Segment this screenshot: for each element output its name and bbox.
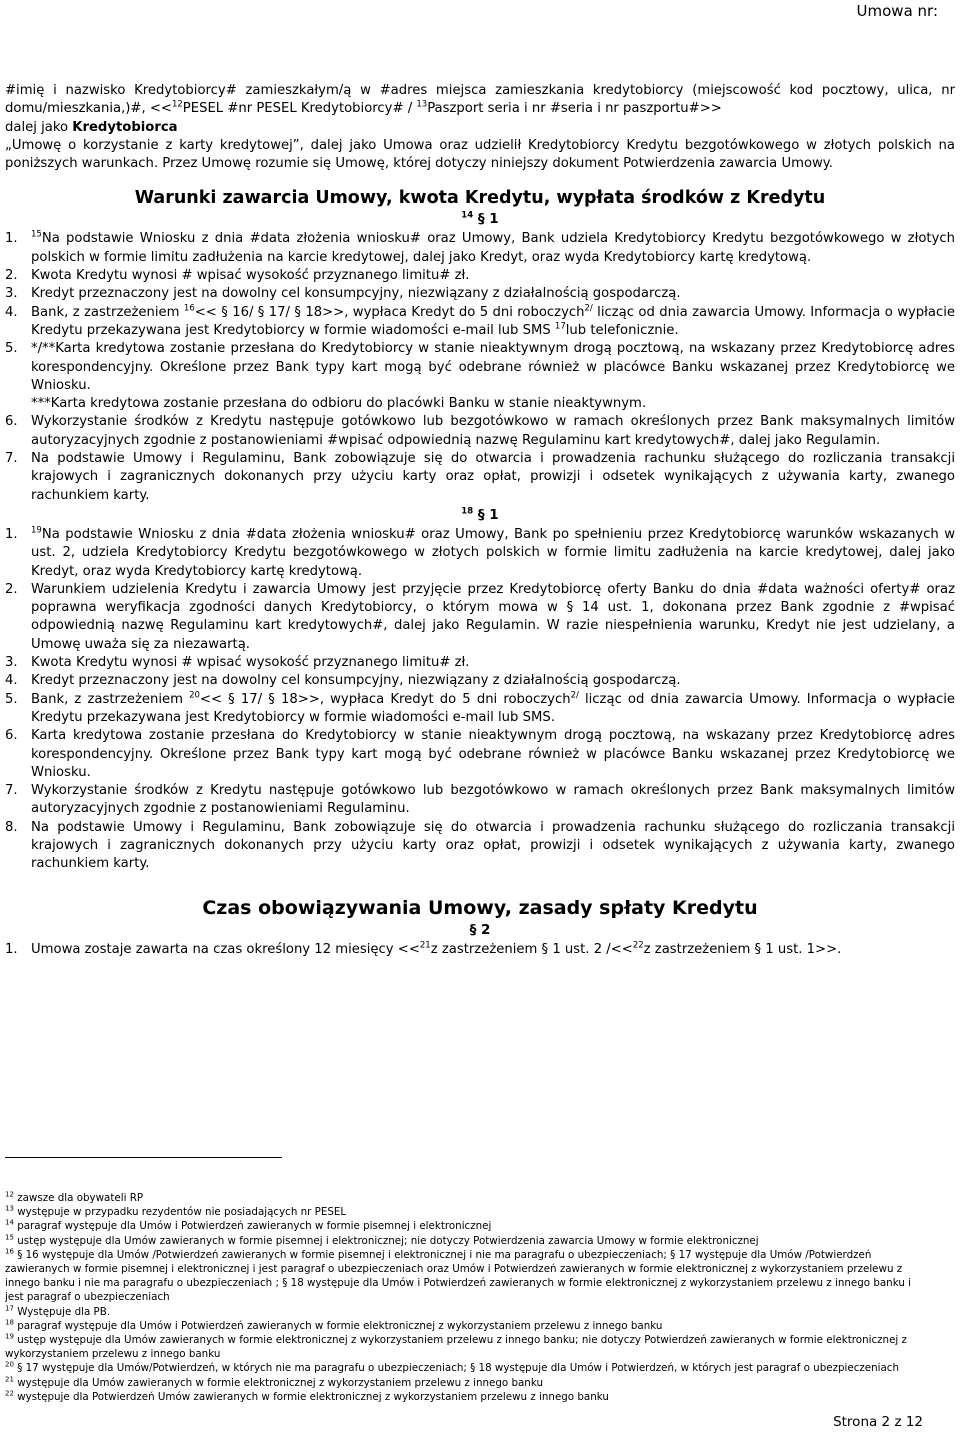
party-name: Kredytobiorca — [72, 119, 178, 135]
footnote — [5, 1219, 920, 1233]
item-text: << § 16/ § 17/ § 18>>, wypłaca Kredyt do 5 dni roboczych — [194, 304, 585, 320]
item-number: 6. — [5, 414, 18, 430]
list-item — [5, 450, 955, 505]
footnote-text: paragraf występuje dla Umów i Potwierdzeń zawieranych w formie pisemnej i elektronicznej — [17, 1220, 492, 1233]
footnote — [5, 1361, 920, 1375]
item-text: Karta kredytowa zostanie przesłana do Kredytobiorcy w stanie nieaktywnym drogą pocztową, na wskazany przez Kredytobiorcę adres korespondencyjny. Określone przez Bank typy kart mogą być odebrane również w placówce Banku wskazanej przez Kredytobiorcę we Wniosku. — [31, 728, 955, 780]
footnote — [5, 1234, 920, 1248]
footnote-number: 12 — [5, 1190, 14, 1199]
intro-party-line — [5, 119, 955, 137]
item-text: Warunkiem udzielenia Kredytu i zawarcia Umowy jest przyjęcie przez Kredytobiorcę oferty Banku do dnia #data ważności oferty# oraz poprawna weryfikacja zgodności danych Kredytobiorcy, o którym mowa w § 14 ust. 1, dokonana przez Bank zgodnie z #wpisać odpowiednią nazwę Regulaminu kart kredytowych#, dalej jako Regulamin. W razie niespełnienia warunku, Kredyt nie jest udzielany, a Umowę uważa się za niezawartą. — [31, 581, 955, 652]
footnote — [5, 1319, 920, 1333]
item-text: */**Karta kredytowa zostanie przesłana do Kredytobiorcy w stanie nieaktywnym drogą pocztową, na wskazany przez Kredytobiorcę adres korespondencyjny. Określone przez Bank typy kart mogą być odebrane również w placówce Banku wskazanej przez Kredytobiorcę we Wniosku. — [31, 341, 955, 393]
paragraph-label: § 1 — [477, 211, 499, 228]
footnote-ref: 18 — [461, 506, 474, 517]
footnote-number: 16 — [5, 1247, 14, 1256]
list-item — [5, 782, 955, 819]
footnote — [5, 1333, 920, 1361]
section1-list — [5, 230, 955, 504]
item-number: 1. — [5, 941, 18, 957]
item-text: Wykorzystanie środków z Kredytu następuje gotówkowo lub bezgotówkowo w ramach określonych przez Bank maksymalnych limitów autoryzacyjnych zgodnie z postanowieniami #wpisać odpowiednią nazwę Regulaminu kart kredytowych#, dalej jako Regulamin. — [31, 414, 955, 448]
footnote-text: występuje dla Umów zawieranych w formie elektronicznej z wykorzystaniem przelewu z innego banku — [17, 1376, 544, 1389]
item-text: licząc od dnia zawarcia Umowy. Informacja o wypłacie Kredytu przekazywana jest Kredytobiorcy w formie wiadomości e-mail lub SMS — [31, 304, 956, 338]
list-item — [5, 413, 955, 450]
paragraph-heading — [5, 211, 955, 228]
list-item — [5, 691, 955, 728]
paragraph-label: § 1 — [477, 506, 499, 523]
footnote — [5, 1305, 920, 1319]
item-text: Bank, z zastrzeżeniem — [31, 304, 184, 320]
intro-text: #imię i nazwisko Kredytobiorcy# zamieszkałym/ą w #adres miejsca zamieszkania kredytobiorcy (miejscowość kod pocztowy, ulica, nr domu/mieszkania,)#, << — [5, 83, 955, 117]
item-text: licząc od dnia zawarcia Umowy. Informacja o wypłacie Kredytu przekazywana jest Kredytobiorcy w formie wiadomości e-mail lub SMS. — [31, 691, 956, 725]
footnote-text: występuje dla Potwierdzeń Umów zawieranych w formie elektronicznej z wykorzystaniem przelewu z innego banku — [17, 1390, 609, 1403]
item-number: 3. — [5, 655, 18, 671]
item-number: 8. — [5, 819, 18, 835]
footnote-text: występuje w przypadku rezydentów nie posiadających nr PESEL — [17, 1206, 347, 1219]
item-text: Kwota Kredytu wynosi # wpisać wysokość przyznanego limitu# zł. — [31, 268, 470, 284]
footnote — [5, 1248, 920, 1305]
footnote-text: paragraf występuje dla Umów i Potwierdzeń zawieranych w formie elektronicznej z wykorzystaniem przelewu z innego banku — [17, 1319, 663, 1332]
item-text: lub telefonicznie. — [565, 322, 679, 338]
footnote — [5, 1390, 920, 1404]
intro-agreement-paragraph — [5, 137, 955, 174]
section-title-conditions: Warunki zawarcia Umowy, kwota Kredytu, wypłata środków z Kredytu — [134, 188, 826, 209]
list-item — [5, 581, 955, 654]
footnote-text: § 17 występuje dla Umów/Potwierdzeń, w których nie ma paragrafu o ubezpieczeniach; § 18 występuje dla Umów i Potwierdzeń, w których jest paragraf o ubezpieczeniach — [17, 1362, 899, 1375]
item-number: 1. — [5, 231, 18, 247]
item-text: Na podstawie Wniosku z dnia #data złożenia wniosku# oraz Umowy, Bank udziela Kredytobiorcy Kredytu bezgotówkowego w złotych polskich w formie limitu zadłużenia na karcie kredytowej, dalej jako Kredyt, oraz wyda Kredytobiorcy kartę kredytową. — [31, 231, 955, 265]
footnote-ref: 17 — [554, 321, 566, 332]
footnote — [5, 1376, 920, 1390]
intro-paragraph — [5, 82, 955, 119]
item-text: Kwota Kredytu wynosi # wpisać wysokość przyznanego limitu# zł. — [31, 655, 470, 671]
footnote-text: Występuje dla PB. — [17, 1305, 111, 1318]
list-item — [5, 819, 955, 874]
footnote-ref: 20 — [189, 690, 200, 701]
item-text: Wykorzystanie środków z Kredytu następuje gotówkowo lub bezgotówkowo w ramach określonych przez Bank maksymalnych limitów autoryzacyjnych zgodnie z postanowieniami Regulaminu. — [31, 783, 955, 817]
paragraph-heading — [5, 507, 955, 524]
item-text: Na podstawie Umowy i Regulaminu, Bank zobowiązuje się do otwarcia i prowadzenia rachunku służącego do rozliczania transakcji krajowych i zagranicznych dokonanych przy użyciu karty oraz opłat, prowizji i odsetek wynikających z używania karty, zwanego rachunkiem karty. — [31, 451, 955, 503]
item-text: << § 17/ § 18>>, wypłaca Kredyt do 5 dni roboczych — [199, 691, 571, 707]
list-item — [5, 941, 955, 959]
item-text: Kredyt przeznaczony jest na dowolny cel konsumpcyjny, niezwiązany z działalnością gospodarczą. — [31, 286, 681, 302]
item-text: Na podstawie Umowy i Regulaminu, Bank zobowiązuje się do otwarcia i prowadzenia rachunku służącego do rozliczania transakcji krajowych i zagranicznych dokonanych przy użyciu karty oraz opłat, prowizji i odsetek wynikających z używania karty, zwanego rachunkiem karty. — [31, 819, 955, 872]
document-header-title: Umowa nr: — [856, 2, 938, 20]
footnote-number: 18 — [5, 1318, 14, 1327]
item-text: Na podstawie Wniosku z dnia #data złożenia wniosku# oraz Umowy, Bank po spełnieniu przez Kredytobiorcę warunków wskazanych w ust. 2, udziela Kredytobiorcy Kredytu bezgotówkowego w złotych polskich w formie limitu zadłużenia na karcie kredytowej, dalej jako Kredyt, oraz wyda Kredytobiorcy kartę kredytową. — [31, 526, 955, 579]
footnote-number: 17 — [5, 1304, 14, 1313]
list-item — [5, 304, 955, 341]
footnote-ref: 2/ — [584, 303, 593, 314]
list-item — [5, 340, 955, 413]
section3-list — [5, 941, 955, 959]
footnote-ref: 21 — [419, 940, 431, 951]
footnote-ref: 14 — [461, 210, 474, 221]
item-text: Umowa zostaje zawarta na czas określony 12 miesięcy << — [31, 941, 420, 957]
footnote-ref: 19 — [31, 525, 42, 536]
footnote-ref: 15 — [31, 230, 42, 241]
item-number: 7. — [5, 451, 18, 467]
footnote-number: 14 — [5, 1218, 14, 1227]
footnote-ref: 2/ — [570, 690, 579, 701]
list-item — [5, 654, 955, 672]
item-number: 2. — [5, 268, 18, 284]
footnote — [5, 1205, 920, 1219]
list-item — [5, 672, 955, 690]
footnote-ref: 22 — [632, 940, 644, 951]
item-number: 4. — [5, 304, 18, 320]
intro-text: Przez Umowę rozumie się Umowę, której dotyczy niniejszy dokument Potwierdzenia zawarcia Umowy. — [162, 156, 833, 172]
footnote-number: 20 — [5, 1361, 14, 1370]
item-text: Kredyt przeznaczony jest na dowolny cel konsumpcyjny, niezwiązany z działalnością gospodarczą. — [31, 673, 681, 689]
footnote-text: ustęp występuje dla Umów zawieranych w formie elektronicznej z wykorzystaniem przelewu z innego banku; nie dotyczy Potwierdzeń zawieranych w formie elektronicznej z wykorzystaniem przelewu z innego banku — [5, 1334, 907, 1361]
item-number: 7. — [5, 783, 18, 799]
list-item — [5, 526, 955, 581]
footnote-text: § 16 występuje dla Umów /Potwierdzeń zawieranych w formie pisemnej i elektronicznej i nie ma paragrafu o ubezpieczeniach; § 17 występuje dla Umów /Potwierdzeń zawieranych w formie pisemnej i elektronicznej i jest paragraf o ubezpieczeniach oraz Umów i Potwierdzeń zawieranych w formie elektronicznej z wykorzystaniem przelewu z innego banku i nie ma paragrafu o ubezpieczeniach ; § 18 występuje dla Umów i Potwierdzeń zawieranych w formie elektronicznej z wykorzystaniem przelewu z innego banku i jest paragraf o ubezpieczeniach — [5, 1248, 912, 1304]
footnote-ref: 13 — [416, 99, 428, 110]
footnote — [5, 1191, 920, 1205]
section-title-duration: Czas obowiązywania Umowy, zasady spłaty Kredytu — [202, 896, 758, 919]
item-number: 2. — [5, 581, 18, 597]
list-item — [5, 727, 955, 782]
footnote-ref: 12 — [171, 99, 183, 110]
footnote-number: 13 — [5, 1204, 14, 1213]
item-number: 3. — [5, 286, 18, 302]
item-text: Bank, z zastrzeżeniem — [31, 691, 190, 707]
intro-text: dalej jako — [5, 119, 73, 135]
page-number: Strona 2 z 12 — [833, 1414, 923, 1430]
item-number: 6. — [5, 728, 18, 744]
list-item — [5, 285, 955, 303]
item-number: 5. — [5, 341, 18, 357]
item-extra-text: ***Karta kredytowa zostanie przesłana do odbioru do placówki Banku w stanie nieaktywnym. — [31, 396, 647, 412]
footnote-number: 21 — [5, 1375, 14, 1384]
footnote-number: 22 — [5, 1389, 14, 1398]
item-text: z zastrzeżeniem § 1 ust. 2 /<< — [430, 941, 633, 957]
section2-list — [5, 526, 955, 874]
intro-text: Paszport seria i nr #seria i nr paszportu#>> — [427, 101, 722, 117]
item-text: z zastrzeżeniem § 1 ust. 1>>. — [643, 941, 842, 957]
footnote-ref: 16 — [183, 303, 195, 314]
footnote-text: zawsze dla obywateli RP — [17, 1192, 144, 1204]
document-body — [5, 82, 955, 959]
list-item — [5, 230, 955, 267]
item-number: 4. — [5, 673, 18, 689]
paragraph-label: § 2 — [469, 921, 491, 938]
footnote-number: 19 — [5, 1332, 14, 1341]
footnote-divider — [5, 1157, 282, 1158]
item-number: 5. — [5, 691, 18, 707]
intro-text: „Umowę o korzystanie z karty kredytowej”, dalej jako Umowa oraz udzielił Kredytobiorcy Kredytu bezgotówkowego w złotych polskich na poniższych warunkach. — [5, 137, 955, 172]
footnote-text: ustęp występuje dla Umów zawieranych w formie pisemnej i elektronicznej; nie dotyczy Potwierdzenia zawarcia Umowy w formie elektronicznej — [17, 1234, 759, 1247]
list-item — [5, 267, 955, 285]
item-number: 1. — [5, 526, 18, 542]
footnote-number: 15 — [5, 1233, 14, 1242]
paragraph-heading — [5, 922, 955, 939]
intro-text: PESEL #nr PESEL Kredytobiorcy# / — [182, 101, 417, 117]
footnotes-block — [5, 1191, 920, 1404]
